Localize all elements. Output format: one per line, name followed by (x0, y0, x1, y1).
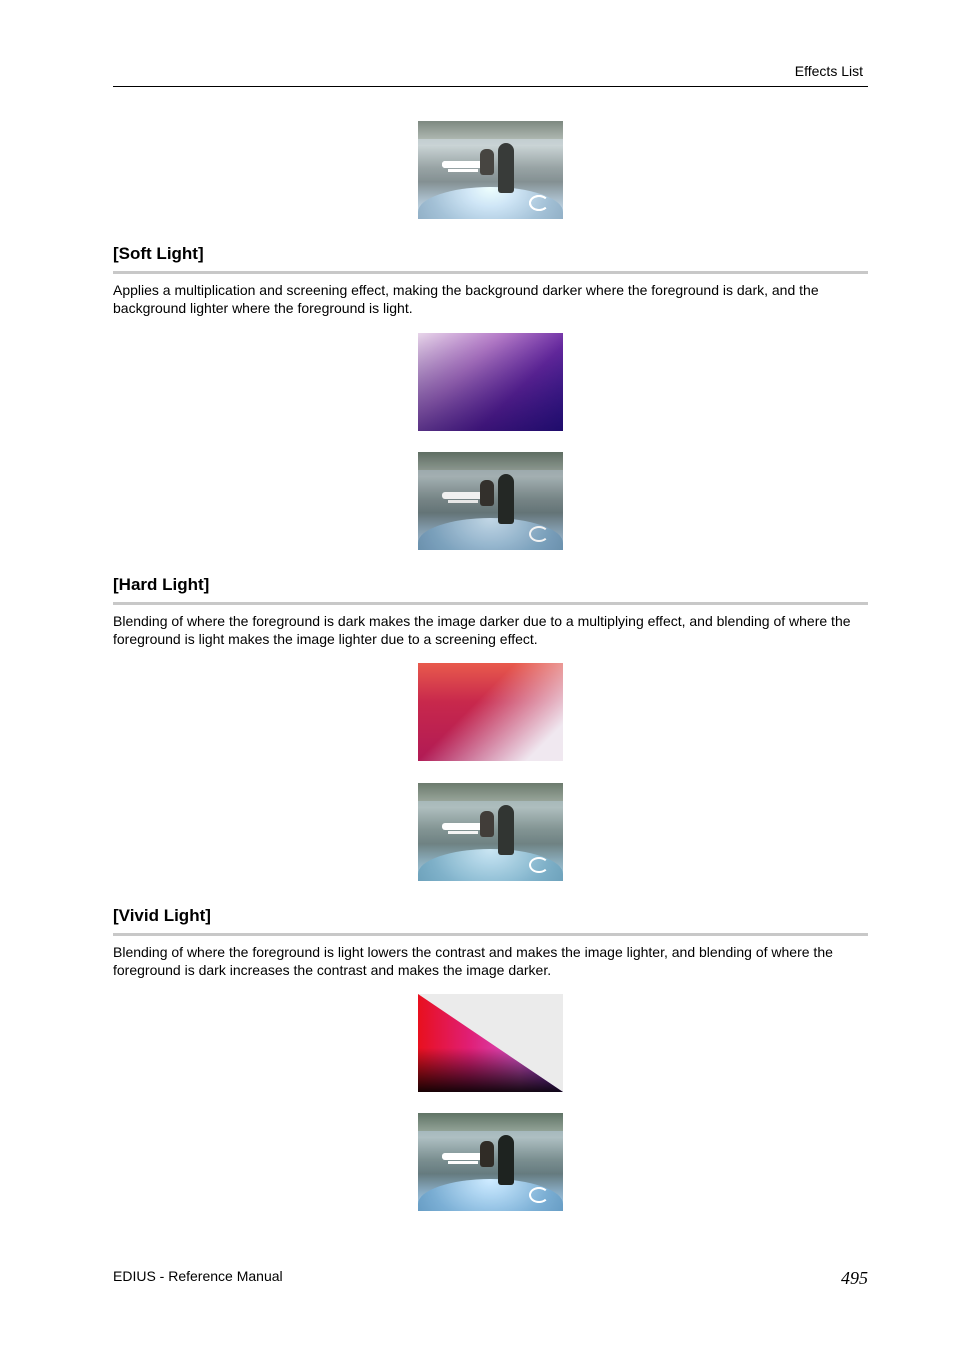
running-header: Effects List (794, 63, 863, 79)
soft-light-gradient-image (418, 333, 563, 431)
hard-light-result-image (418, 783, 563, 881)
hard-light-gradient-image (418, 663, 563, 761)
section-description-soft-light: Applies a multiplication and screening effect, making the background darker where the foreground is dark, and the background lighter where the foreground is light. (113, 282, 819, 316)
vivid-light-gradient-image (418, 994, 563, 1092)
header-divider (113, 86, 868, 87)
section-description-vivid-light: Blending of where the foreground is light lowers the contrast and makes the image lighter, and blending of where the foreground is dark increases the contrast and makes the image darker. (113, 944, 833, 978)
section-divider (113, 602, 868, 605)
example-result-image (418, 121, 563, 219)
section-heading-soft-light: [Soft Light] (113, 244, 204, 263)
section-heading-vivid-light: [Vivid Light] (113, 906, 211, 925)
footer-manual-title: EDIUS - Reference Manual (113, 1268, 283, 1284)
section-heading-hard-light: [Hard Light] (113, 575, 210, 594)
vivid-light-result-image (418, 1113, 563, 1211)
section-divider (113, 271, 868, 274)
soft-light-result-image (418, 452, 563, 550)
section-divider (113, 933, 868, 936)
page-number: 495 (841, 1268, 868, 1288)
section-description-hard-light: Blending of where the foreground is dark makes the image darker due to a multiplying effect, and blending of where the foreground is light makes the image lighter due to a screening effect. (113, 613, 851, 647)
